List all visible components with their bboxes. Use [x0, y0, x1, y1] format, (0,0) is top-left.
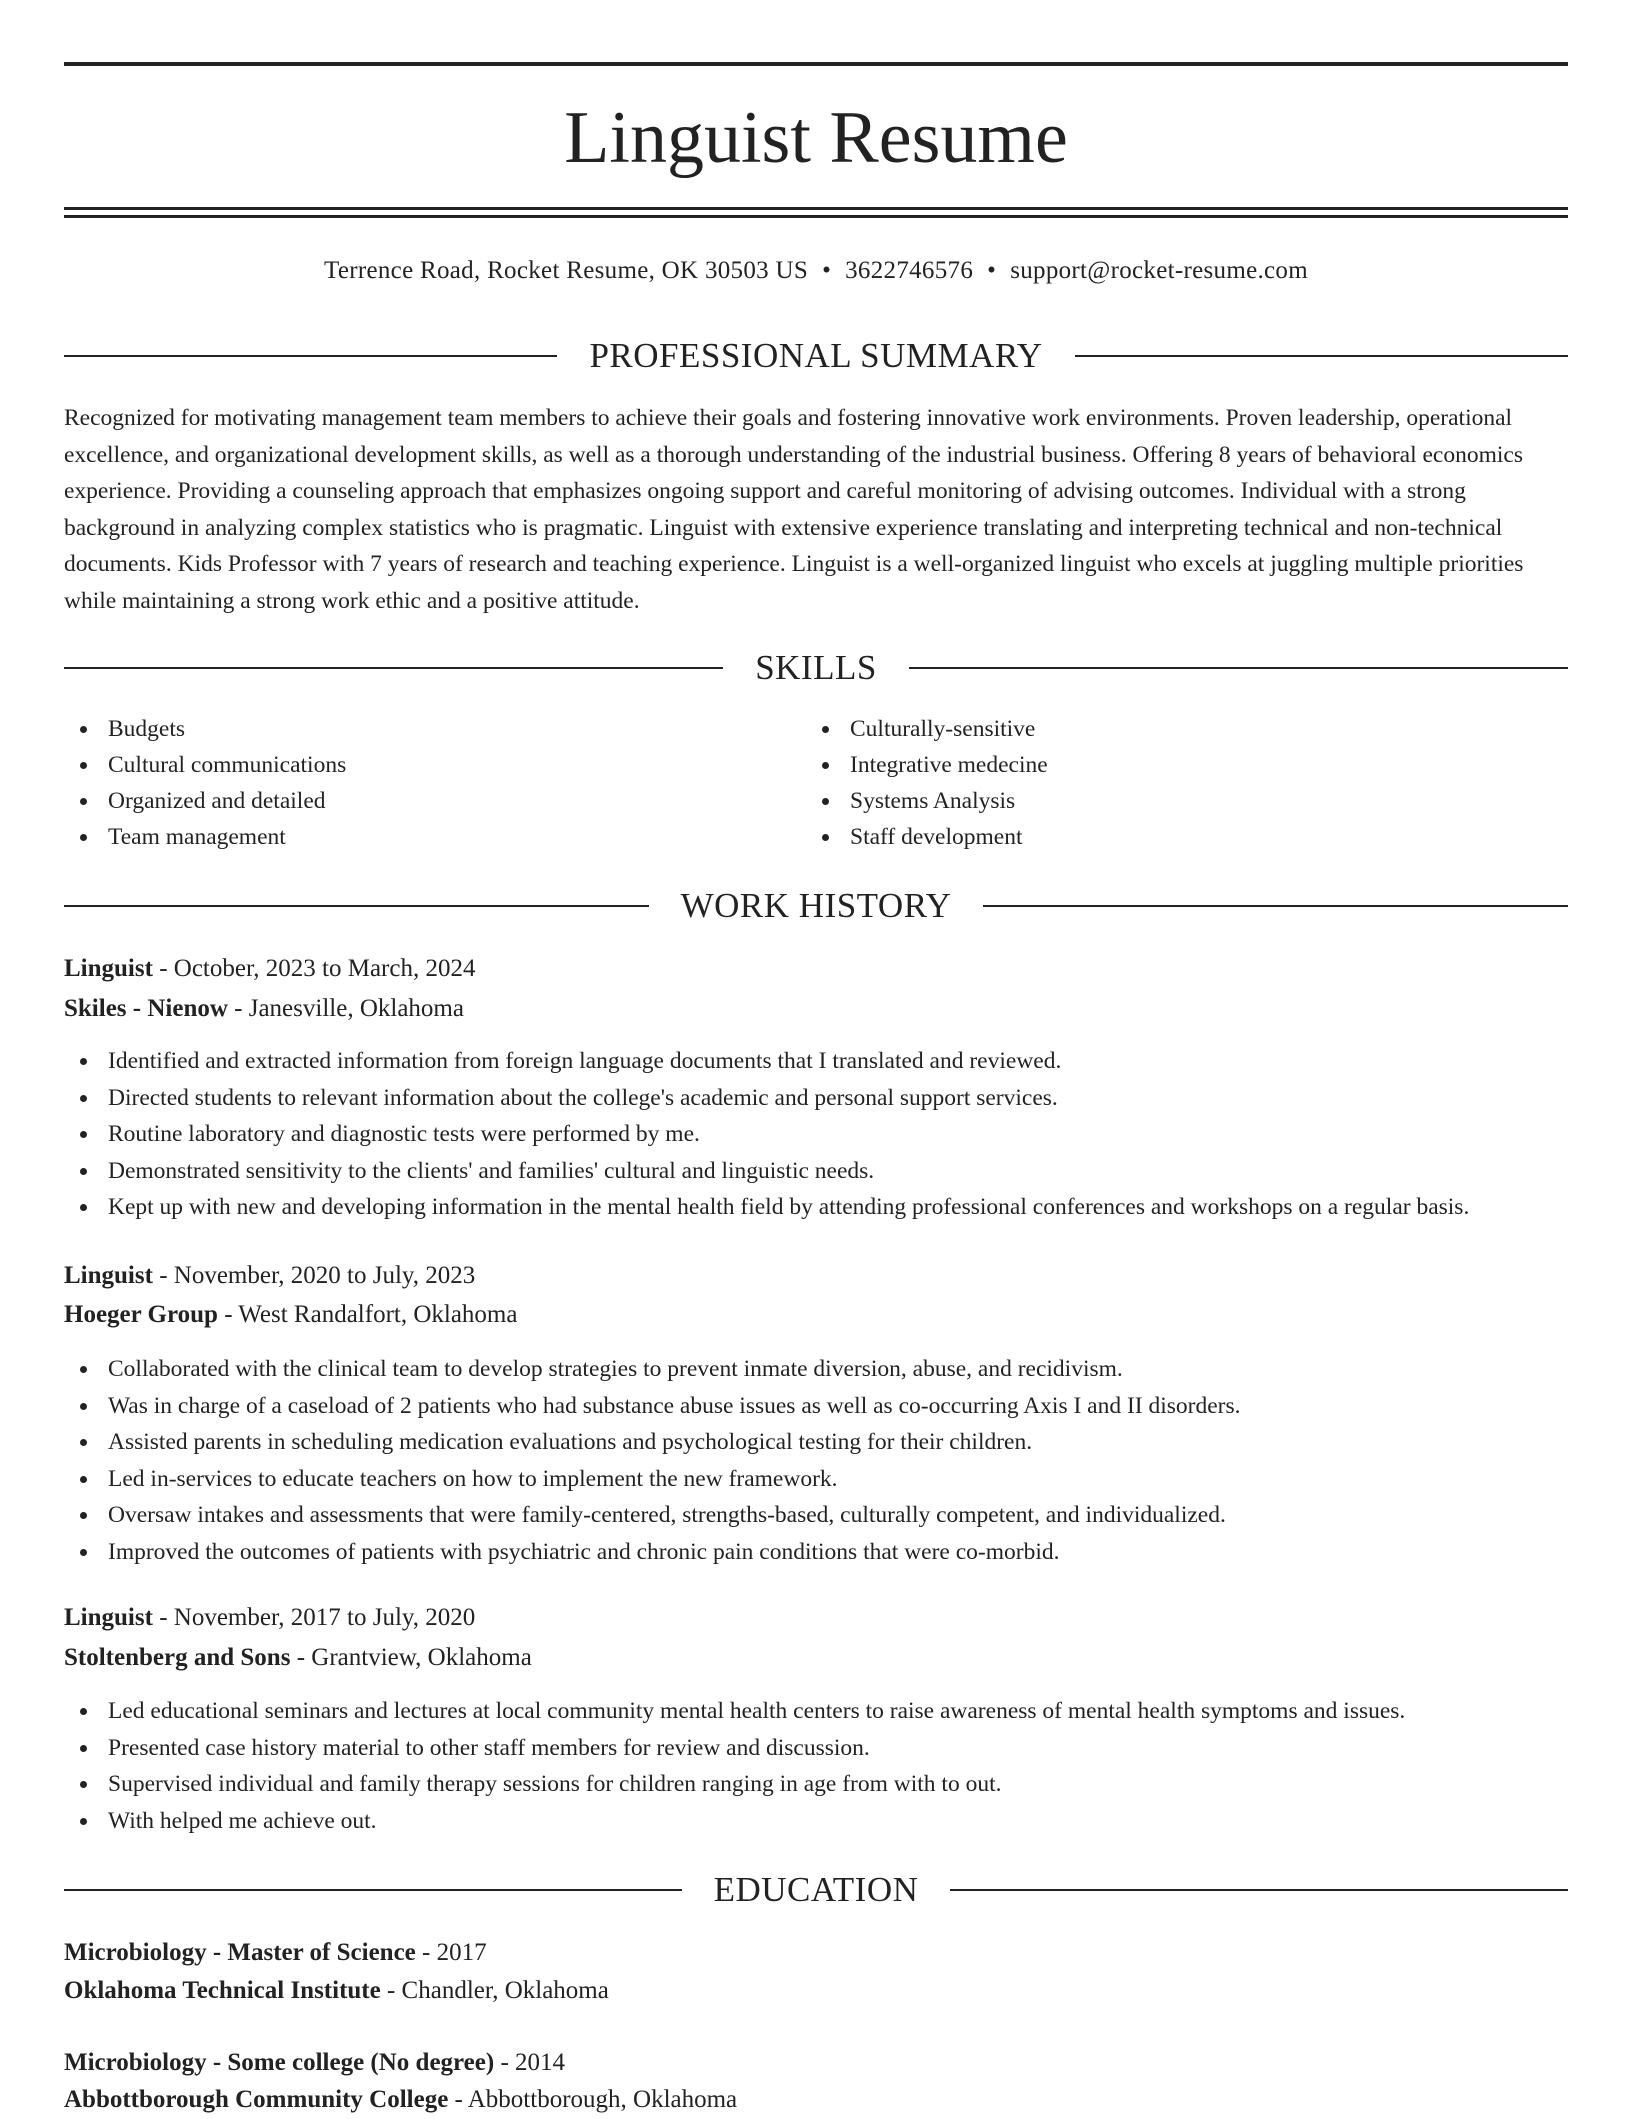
list-item: Assisted parents in scheduling medication evaluations and psychological testing for their children. — [64, 1424, 1568, 1461]
list-item: Identified and extracted information from foreign language documents that I translated and reviewed. — [64, 1043, 1568, 1080]
skill-item: Integrative medecine — [806, 747, 1506, 783]
education-school: Oklahoma Technical Institute — [64, 1977, 381, 2004]
contact-phone: 3622746576 — [845, 257, 974, 284]
education-year: - 2017 — [415, 1939, 487, 1966]
job-dates: - November, 2017 to July, 2020 — [152, 1604, 476, 1631]
education-school-line — [64, 1972, 1568, 2010]
job-title-line — [64, 1599, 1568, 1637]
job-company-line — [64, 1639, 1568, 1677]
job-bullets — [64, 1043, 1568, 1226]
list-item: Led in-services to educate teachers on how to implement the new framework. — [64, 1461, 1568, 1498]
summary-text: Recognized for motivating management team members to achieve their goals and fostering innovative work environments. Proven leadership, operational excellence, and organizational development skills, as well as a thorough understanding of the industrial business. Offering 8 years of behavioral economics experience. Providing a counseling approach that emphasizes ongoing support and careful monitoring of advising outcomes. Individual with a strong background in analyzing complex statistics who is pragmatic. Linguist with extensive experience translating and interpreting technical and non-technical documents. Kids Professor with 7 years of research and teaching experience. Linguist is a well-organized linguist who excels at juggling multiple priorities while maintaining a strong work ethic and a positive attitude. — [64, 405, 1524, 614]
section-heading-summary — [64, 336, 1568, 376]
education-degree-line — [64, 1934, 1568, 1972]
heading-rule — [64, 355, 557, 357]
skills-list-right — [806, 711, 1506, 855]
job-location: - Janesville, Oklahoma — [227, 995, 464, 1022]
section-title: WORK HISTORY — [680, 886, 952, 925]
contact-address: Terrence Road, Rocket Resume, OK 30503 US — [324, 257, 809, 284]
list-item: Kept up with new and developing information in the mental health field by attending professional conferences and workshops on a regular basis. — [64, 1189, 1568, 1226]
list-item: Presented case history material to other staff members for review and discussion. — [64, 1730, 1568, 1767]
contact-line — [64, 254, 1568, 288]
education-degree-line — [64, 2044, 1568, 2082]
job-dates: - November, 2020 to July, 2023 — [152, 1262, 476, 1289]
heading-rule — [64, 667, 723, 669]
job-title: Linguist — [64, 1604, 153, 1631]
contact-separator: • — [822, 257, 832, 284]
skills-list-left — [64, 711, 764, 855]
list-item: Improved the outcomes of patients with psychiatric and chronic pain conditions that were co-morbid. — [64, 1534, 1568, 1571]
heading-rule — [909, 667, 1568, 669]
title-rule-upper — [64, 207, 1568, 210]
job-bullets — [64, 1693, 1568, 1839]
skill-item: Team management — [64, 819, 764, 855]
job-company-line — [64, 1296, 1568, 1334]
list-item: Routine laboratory and diagnostic tests were performed by me. — [64, 1116, 1568, 1153]
list-item: Led educational seminars and lectures at local community mental health centers to raise awareness of mental health symptoms and issues. — [64, 1693, 1568, 1730]
job-title: Linguist — [64, 955, 153, 982]
section-heading-skills — [64, 648, 1568, 688]
job-company-line — [64, 990, 1568, 1028]
list-item: Demonstrated sensitivity to the clients' and families' cultural and linguistic needs. — [64, 1153, 1568, 1190]
job-title: Linguist — [64, 1262, 153, 1289]
contact-separator: • — [987, 257, 997, 284]
list-item: Collaborated with the clinical team to develop strategies to prevent inmate diversion, abuse, and recidivism. — [64, 1351, 1568, 1388]
list-item: Was in charge of a caseload of 2 patients who had substance abuse issues as well as co-occurring Axis I and II disorders. — [64, 1388, 1568, 1425]
list-item: Directed students to relevant information about the college's academic and personal support services. — [64, 1080, 1568, 1117]
job-title-line — [64, 1257, 1568, 1295]
job-title-line — [64, 950, 1568, 988]
heading-rule — [1075, 355, 1568, 357]
heading-rule — [64, 1889, 682, 1891]
section-title: EDUCATION — [713, 1870, 919, 1909]
heading-rule — [950, 1889, 1568, 1891]
skill-item: Budgets — [64, 711, 764, 747]
section-heading-education — [64, 1870, 1568, 1910]
job-location: - Grantview, Oklahoma — [290, 1644, 532, 1671]
education-year: - 2014 — [494, 2049, 566, 2076]
education-location: - Chandler, Oklahoma — [380, 1977, 609, 2004]
education-location: - Abbottborough, Oklahoma — [448, 2086, 738, 2113]
section-title: SKILLS — [755, 648, 877, 687]
heading-rule — [64, 905, 649, 907]
job-location: - West Randalfort, Oklahoma — [217, 1301, 518, 1328]
title-rule-lower — [64, 215, 1568, 218]
education-school-line — [64, 2081, 1568, 2119]
skill-item: Staff development — [806, 819, 1506, 855]
list-item: With helped me achieve out. — [64, 1803, 1568, 1840]
top-rule — [64, 62, 1568, 66]
education-degree: Microbiology - Master of Science — [64, 1939, 416, 1966]
heading-rule — [983, 905, 1568, 907]
section-heading-work — [64, 886, 1568, 926]
section-title: PROFESSIONAL SUMMARY — [589, 336, 1043, 375]
job-bullets — [64, 1351, 1568, 1570]
job-company: Stoltenberg and Sons — [64, 1644, 291, 1671]
skill-item: Organized and detailed — [64, 783, 764, 819]
list-item: Supervised individual and family therapy sessions for children ranging in age from with to out. — [64, 1766, 1568, 1803]
job-dates: - October, 2023 to March, 2024 — [152, 955, 476, 982]
skill-item: Systems Analysis — [806, 783, 1506, 819]
job-company: Hoeger Group — [64, 1301, 218, 1328]
job-company: Skiles - Nienow — [64, 995, 228, 1022]
skill-item: Culturally-sensitive — [806, 711, 1506, 747]
resume-title: Linguist Resume — [564, 97, 1068, 179]
skill-item: Cultural communications — [64, 747, 764, 783]
contact-email: support@rocket-resume.com — [1010, 257, 1308, 284]
education-degree: Microbiology - Some college (No degree) — [64, 2049, 495, 2076]
list-item: Oversaw intakes and assessments that were family-centered, strengths-based, culturally competent, and individualized. — [64, 1497, 1568, 1534]
education-school: Abbottborough Community College — [64, 2086, 449, 2113]
